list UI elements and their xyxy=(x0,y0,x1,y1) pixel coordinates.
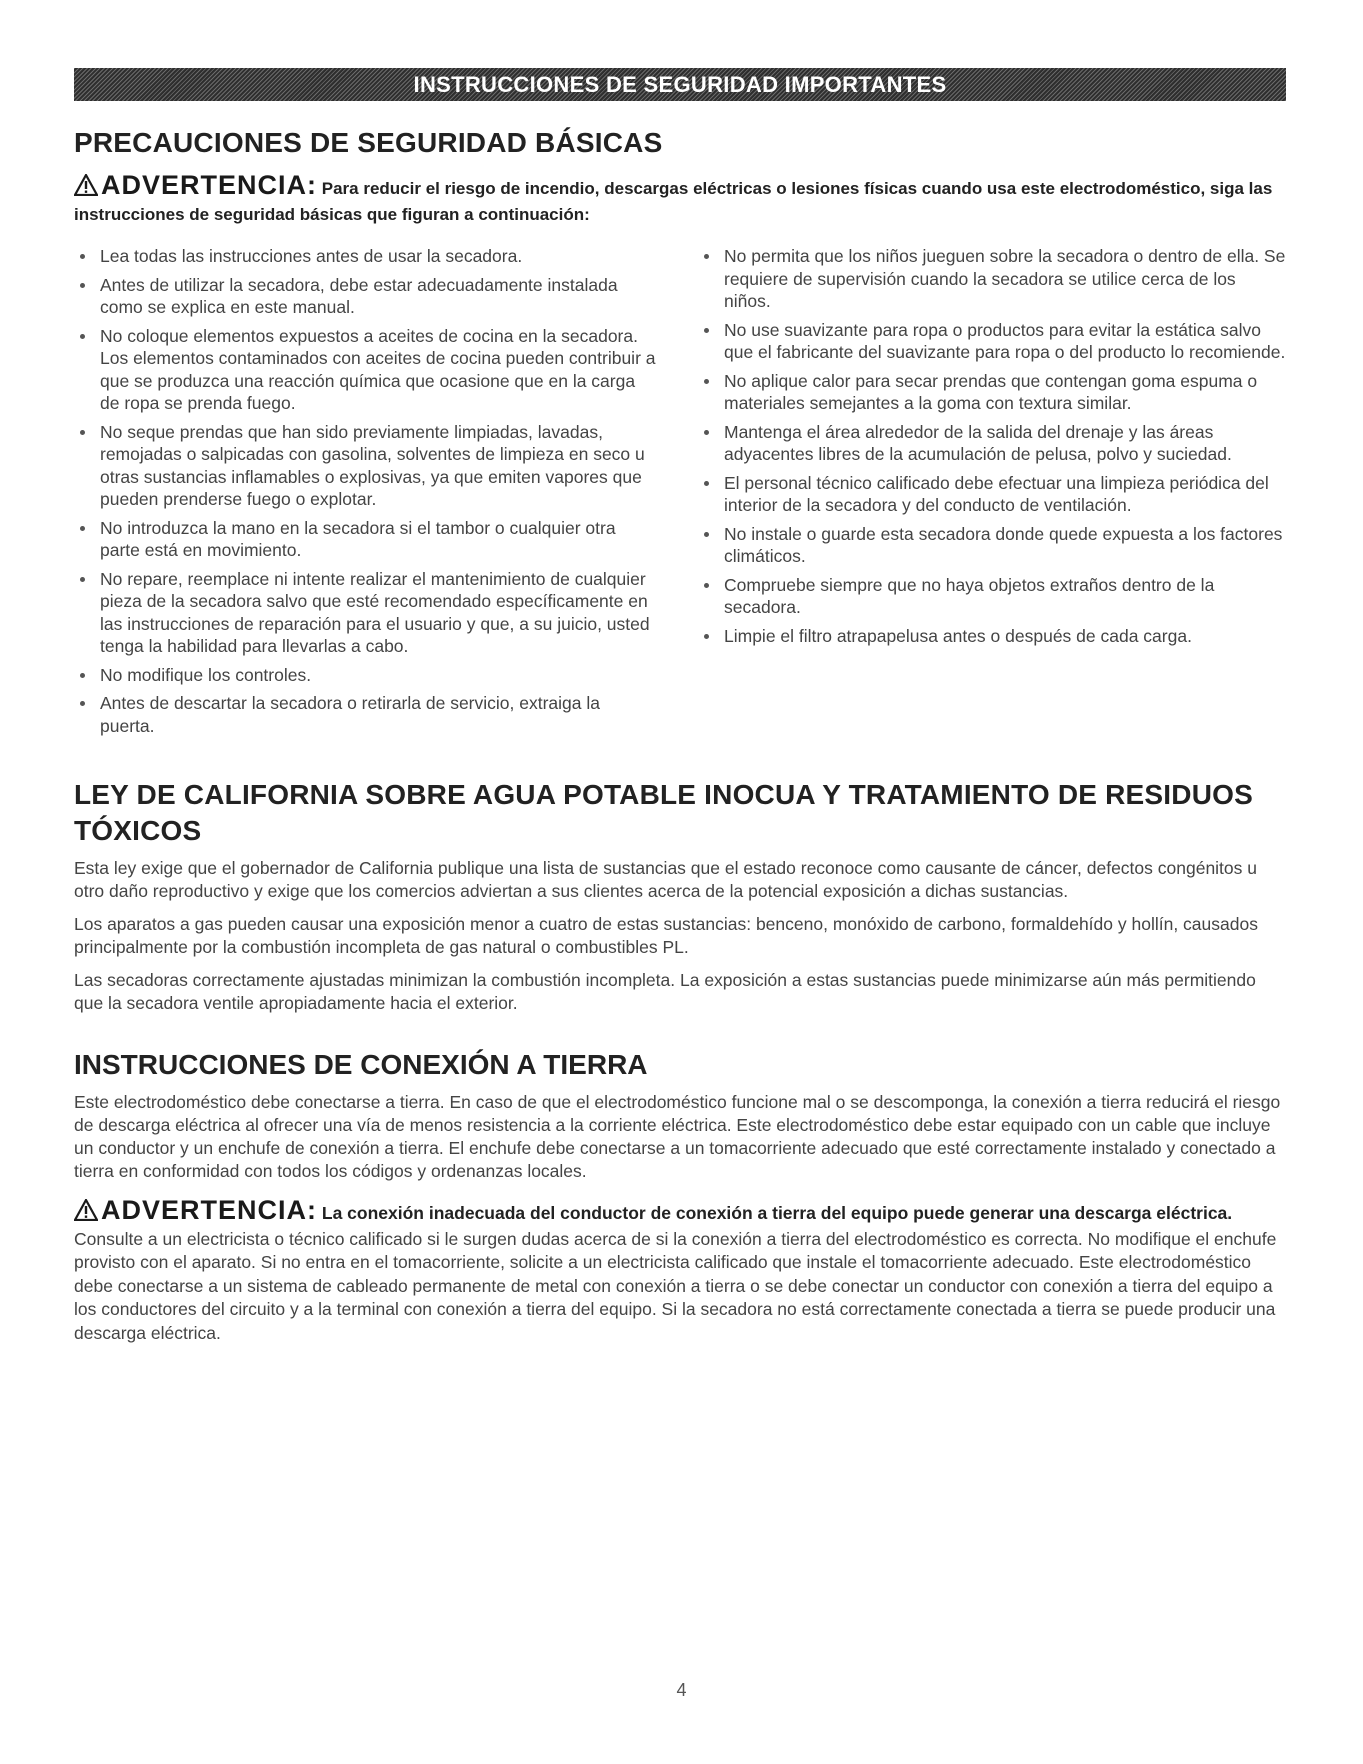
list-item: No permita que los niños jueguen sobre la secadora o dentro de ella. Se requiere de supervisión cuando la secadora se utilice cerca de los niños. xyxy=(698,245,1286,313)
list-item: Antes de descartar la secadora o retirarla de servicio, extraiga la puerta. xyxy=(74,692,658,737)
safety-columns xyxy=(74,245,1286,743)
list-item: No modifique los controles. xyxy=(74,664,658,687)
list-item: Mantenga el área alrededor de la salida del drenaje y las áreas adyacentes libres de la acumulación de pelusa, polvo y suciedad. xyxy=(698,421,1286,466)
list-item: No aplique calor para secar prendas que contengan goma espuma o materiales semejantes a la goma con textura similar. xyxy=(698,370,1286,415)
basic-safety-heading: PRECAUCIONES DE SEGURIDAD BÁSICAS xyxy=(74,127,663,158)
grounding-warning xyxy=(74,1195,1286,1345)
warning-text: Consulte a un electricista o técnico calificado si le surgen dudas acerca de si la conexión a tierra del electrodoméstico es correcta. No modifique el enchufe provisto con el aparato. Si no entra en el tomacorriente, solicite a un electricista calificado que instale el tomacorriente adecuado. Este electrodoméstico debe conectarse a un sistema de cableado permanente de metal con conexión a tierra o se debe conectar un conductor con conexión a tierra del equipo a los conductores del circuito y a la terminal con conexión a tierra del equipo. Si la secadora no está correctamente conectada a tierra se puede producir una descarga eléctrica. xyxy=(74,1228,1277,1343)
warning-bold-text: La conexión inadecuada del conductor de conexión a tierra del equipo puede generar una descarga eléctrica. xyxy=(321,1203,1233,1223)
list-item: No instale o guarde esta secadora donde quede expuesta a los factores climáticos. xyxy=(698,523,1286,568)
california-heading: LEY DE CALIFORNIA SOBRE AGUA POTABLE INOCUA Y TRATAMIENTO DE RESIDUOS TÓXICOS xyxy=(74,779,1253,846)
manual-page xyxy=(74,68,1286,1345)
list-item: No repare, reemplace ni intente realizar el mantenimiento de cualquier pieza de la secadora salvo que esté recomendado específicamente en las instrucciones de reparación para el usuario y que, a su juicio, usted tenga la habilidad para llevarlas a cabo. xyxy=(74,568,658,658)
list-item: El personal técnico calificado debe efectuar una limpieza periódica del interior de la secadora y del conducto de ventilación. xyxy=(698,472,1286,517)
warning-triangle-icon xyxy=(74,174,98,203)
grounding-paragraph: Este electrodoméstico debe conectarse a tierra. En caso de que el electrodoméstico funcione mal o se descomponga, la conexión a tierra reducirá el riesgo de descarga eléctrica al ofrecer una vía de menos resistencia a la corriente eléctrica. Este electrodoméstico debe estar equipado con un cable que incluye un conductor y un enchufe de conexión a tierra. El enchufe debe conectarse a un tomacorriente adecuado que esté correctamente instalado y conectado a tierra en conformidad con todos los códigos y ordenanzas locales. xyxy=(74,1092,1281,1181)
list-item: No coloque elementos expuestos a aceites de cocina en la secadora. Los elementos contaminados con aceites de cocina pueden contribuir a que se produzca una reacción química que ocasione que en la carga de ropa se prenda fuego. xyxy=(74,325,658,415)
list-item: Limpie el filtro atrapapelusa antes o después de cada carga. xyxy=(698,625,1286,648)
california-paragraph-1: Esta ley exige que el gobernador de California publique una lista de sustancias que el estado reconoce como causante de cáncer, defectos congénitos u otro daño reproductivo y exige que los comercios adviertan a sus clientes acerca de la potencial exposición a dichas sustancias. xyxy=(74,858,1258,901)
safety-list-left xyxy=(74,245,680,743)
list-item: No introduzca la mano en la secadora si el tambor o cualquier otra parte está en movimiento. xyxy=(74,517,658,562)
safety-list-right xyxy=(680,245,1286,743)
california-paragraph-3: Las secadoras correctamente ajustadas minimizan la combustión incompleta. La exposición a estas sustancias puede minimizarse aún más permitiendo que la secadora ventile apropiadamente hacia el exterior. xyxy=(74,970,1256,1013)
warning-triangle-icon xyxy=(74,1199,98,1228)
warning-label: ADVERTENCIA: xyxy=(101,1195,318,1225)
page-number: 4 xyxy=(676,1680,687,1700)
california-paragraph-2: Los aparatos a gas pueden causar una exposición menor a cuatro de estas sustancias: benceno, monóxido de carbono, formaldehído y hollín, causados principalmente por la combustión incompleta de gas natural o combustibles PL. xyxy=(74,914,1258,957)
list-item: No use suavizante para ropa o productos para evitar la estática salvo que el fabricante del suavizante para ropa o del producto lo recomiende. xyxy=(698,319,1286,364)
warning-label: ADVERTENCIA: xyxy=(101,170,318,200)
section-banner xyxy=(74,68,1286,101)
list-item: Compruebe siempre que no haya objetos extraños dentro de la secadora. xyxy=(698,574,1286,619)
warning-text: Para reducir el riesgo de incendio, descargas eléctricas o lesiones físicas cuando usa este electrodoméstico, siga las instrucciones de seguridad básicas que figuran a continuación: xyxy=(74,179,1273,224)
grounding-heading: INSTRUCCIONES DE CONEXIÓN A TIERRA xyxy=(74,1049,648,1080)
list-item: No seque prendas que han sido previamente limpiadas, lavadas, remojadas o salpicadas con gasolina, solventes de limpieza en seco u otras sustancias inflamables o explosivas, ya que emiten vapores que pueden prenderse fuego o explotar. xyxy=(74,421,658,511)
banner-title: INSTRUCCIONES DE SEGURIDAD IMPORTANTES xyxy=(413,71,947,97)
list-item: Antes de utilizar la secadora, debe estar adecuadamente instalada como se explica en este manual. xyxy=(74,274,658,319)
list-item: Lea todas las instrucciones antes de usar la secadora. xyxy=(74,245,658,268)
basic-warning xyxy=(74,170,1286,227)
